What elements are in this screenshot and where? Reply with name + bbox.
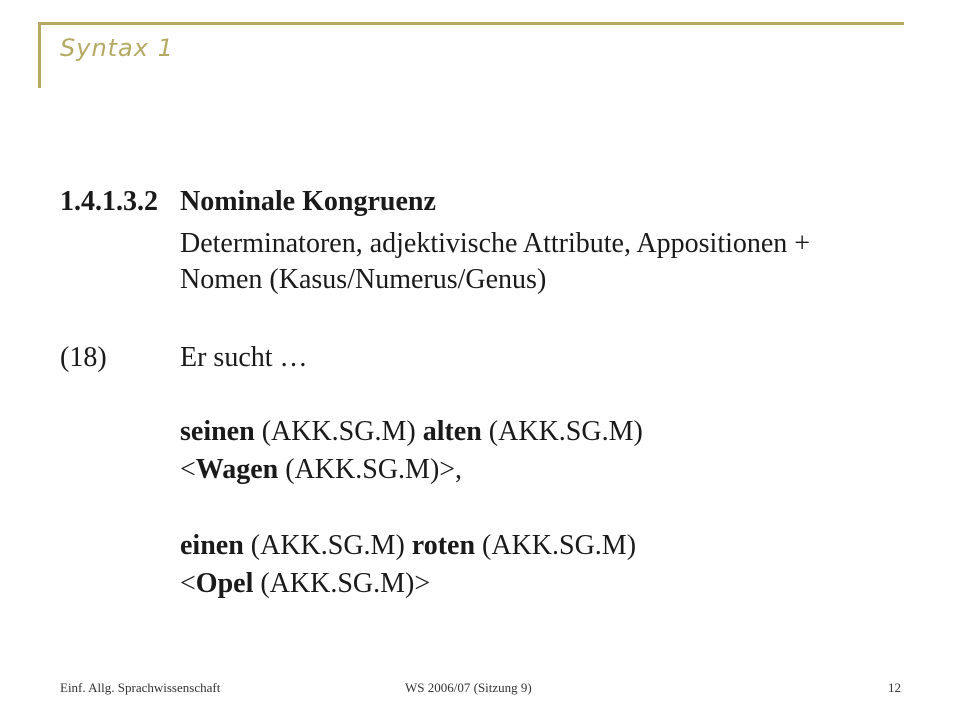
section-description-1: Determinatoren, adjektivische Attribute, Appositionen + — [180, 228, 811, 259]
phrase1-gloss-2: (AKK.SG.M) — [481, 416, 643, 447]
phrase1-words — [180, 416, 643, 448]
footer-course: Einf. Allg. Sprachwissenschaft — [60, 680, 221, 695]
slide-title: Syntax 1 — [60, 34, 174, 62]
phrase2-gloss-3: (AKK.SG.M)> — [253, 568, 431, 599]
phrase1-word-3: Wagen — [195, 454, 279, 485]
phrase2-word-3: Opel — [195, 568, 254, 599]
phrase2-gloss-1: (AKK.SG.M) — [243, 530, 412, 561]
phrase2-gloss-2: (AKK.SG.M) — [475, 530, 637, 561]
phrase1-gloss-1: (AKK.SG.M) — [254, 416, 423, 447]
phrase1-word-1: seinen — [180, 416, 255, 447]
example-intro: Er sucht … — [180, 342, 308, 373]
section-description-2: Nomen (Kasus/Numerus/Genus) — [180, 264, 547, 295]
footer-page-number: 12 — [888, 680, 901, 695]
phrase2-noun-group — [180, 568, 430, 600]
phrase1-noun-group — [180, 454, 462, 486]
section-number: 1.4.1.3.2 — [60, 186, 158, 217]
phrase2-word-2: roten — [411, 530, 476, 561]
phrase1-gloss-3: (AKK.SG.M)>, — [278, 454, 463, 485]
frame-top-rule — [40, 22, 904, 25]
phrase1-bracket-open: < — [180, 454, 196, 485]
example-number: (18) — [60, 342, 107, 373]
frame-left-rule — [38, 22, 41, 88]
footer-session: WS 2006/07 (Sitzung 9) — [405, 680, 532, 695]
section-heading: Nominale Kongruenz — [180, 186, 436, 217]
phrase2-words — [180, 530, 636, 562]
phrase1-word-2: alten — [422, 416, 482, 447]
phrase2-word-1: einen — [180, 530, 244, 561]
phrase2-bracket-open: < — [180, 568, 196, 599]
